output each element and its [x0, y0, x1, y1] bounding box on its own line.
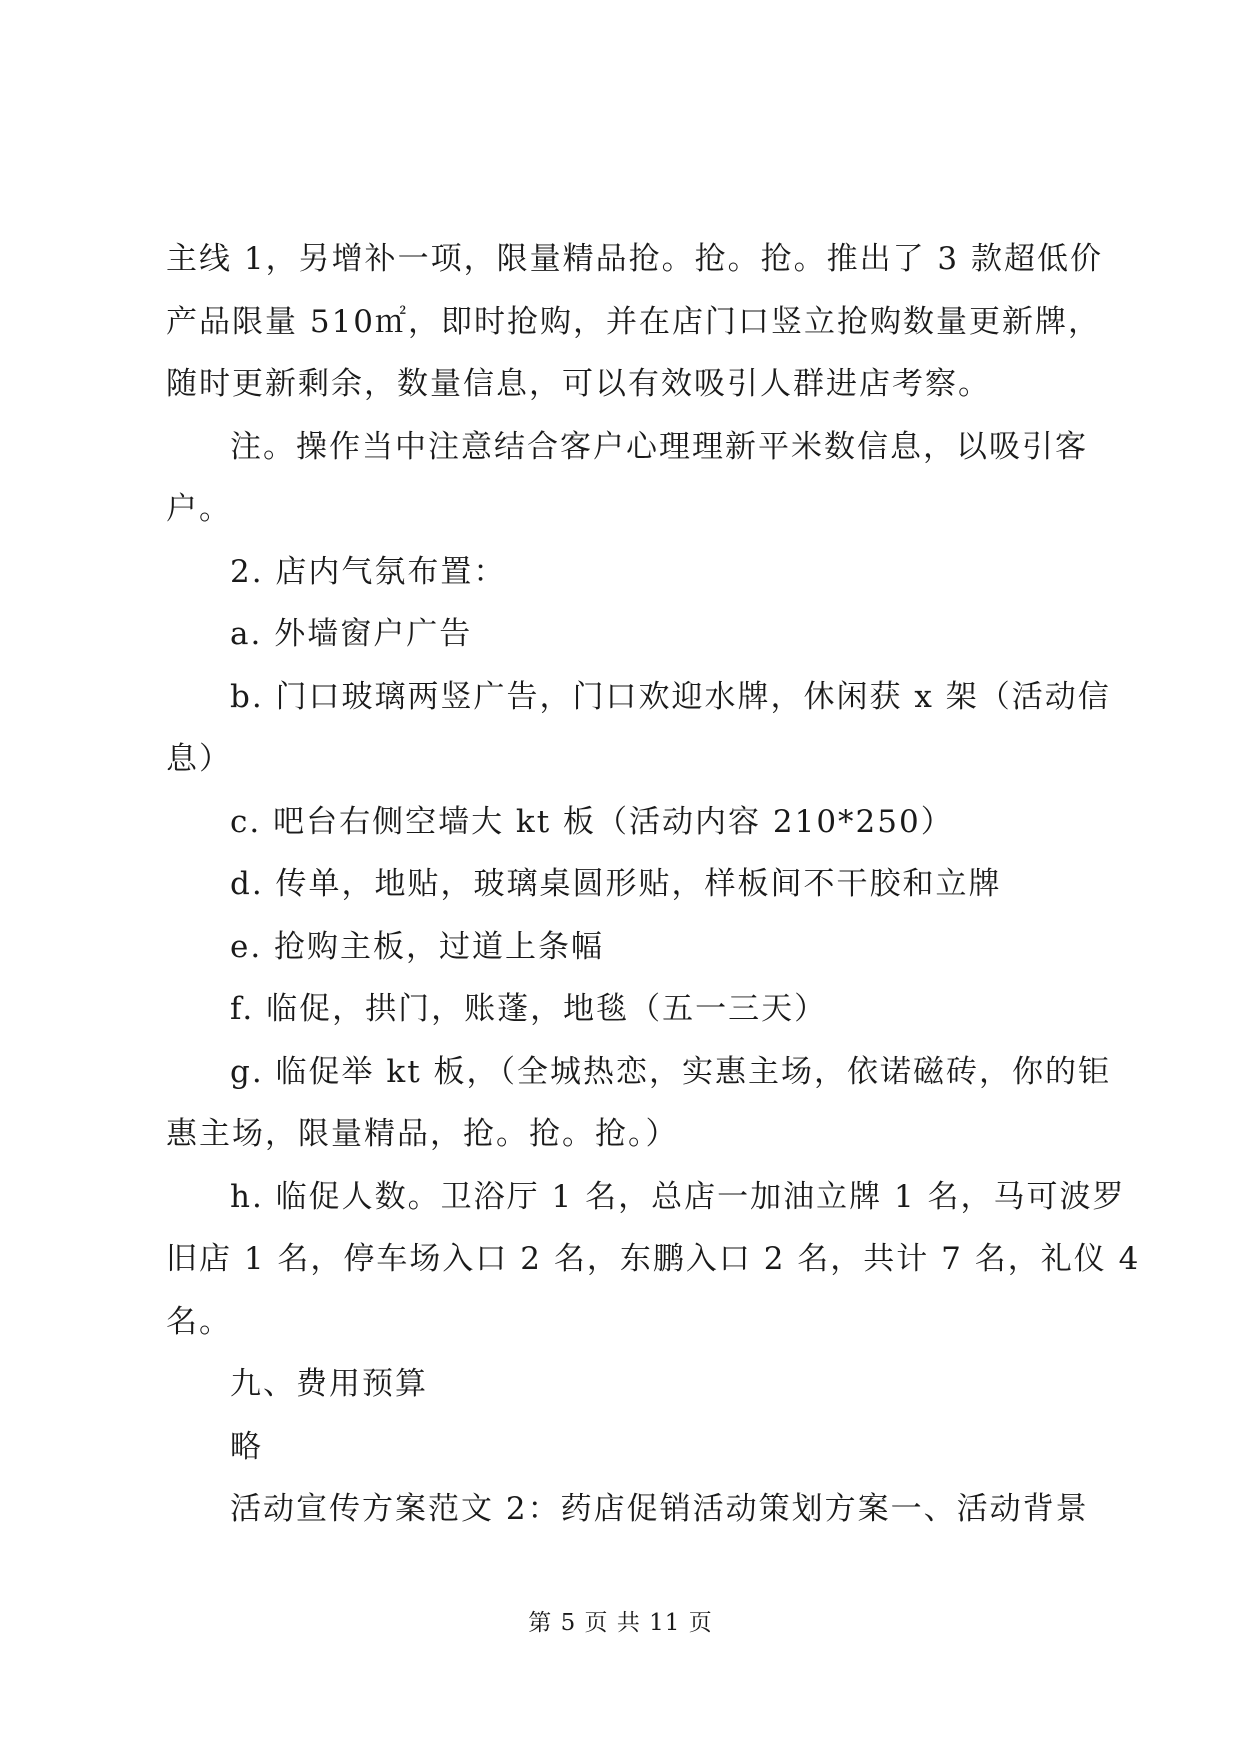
- paragraph-line: 主线 1，另增补一项，限量精品抢。抢。抢。推出了 3 款超低价: [166, 241, 1104, 277]
- page-number-footer: 第 5 页 共 11 页: [528, 1610, 713, 1636]
- paragraph-line: 注。操作当中注意结合客户心理理新平米数信息，以吸引客: [230, 428, 1088, 465]
- list-item: d. 传单，地贴，玻璃桌圆形贴，样板间不干胶和立牌: [230, 866, 1002, 902]
- list-item-continuation: 息）: [166, 741, 232, 777]
- list-item: b. 门口玻璃两竖广告，门口欢迎水牌，休闲获 x 架（活动信: [230, 678, 1111, 715]
- paragraph-line: 随时更新剩余，数量信息，可以有效吸引人群进店考察。: [166, 366, 991, 402]
- list-item: a. 外墙窗户广告: [230, 616, 473, 652]
- section-heading: 九、费用预算: [230, 1366, 428, 1402]
- list-item: c. 吧台右侧空墙大 kt 板（活动内容 210*250）: [230, 803, 954, 840]
- paragraph-line: 产品限量 510㎡，即时抢购，并在店门口竖立抢购数量更新牌，: [166, 303, 1102, 340]
- list-item-continuation: 名。: [166, 1303, 232, 1340]
- section-heading: 2. 店内气氛布置：: [230, 553, 507, 590]
- list-item-continuation: 惠主场，限量精品，抢。抢。抢。）: [166, 1116, 679, 1152]
- paragraph-line: 略: [230, 1428, 263, 1465]
- document-body: [166, 228, 1141, 1541]
- list-item: f. 临促，拱门，账蓬，地毯（五一三天）: [230, 991, 828, 1027]
- list-item: g. 临促举 kt 板，（全城热恋，实惠主场，依诺磁砖，你的钜: [230, 1053, 1111, 1090]
- list-item: h. 临促人数。卫浴厅 1 名，总店一加油立牌 1 名，马可波罗: [230, 1178, 1126, 1215]
- paragraph-line: 活动宣传方案范文 2：药店促销活动策划方案一、活动背景: [230, 1491, 1089, 1527]
- list-item: e. 抢购主板，过道上条幅: [230, 928, 605, 965]
- list-item-continuation: 旧店 1 名，停车场入口 2 名，东鹏入口 2 名，共计 7 名，礼仪 4: [166, 1241, 1141, 1277]
- paragraph-line: 户。: [166, 491, 232, 527]
